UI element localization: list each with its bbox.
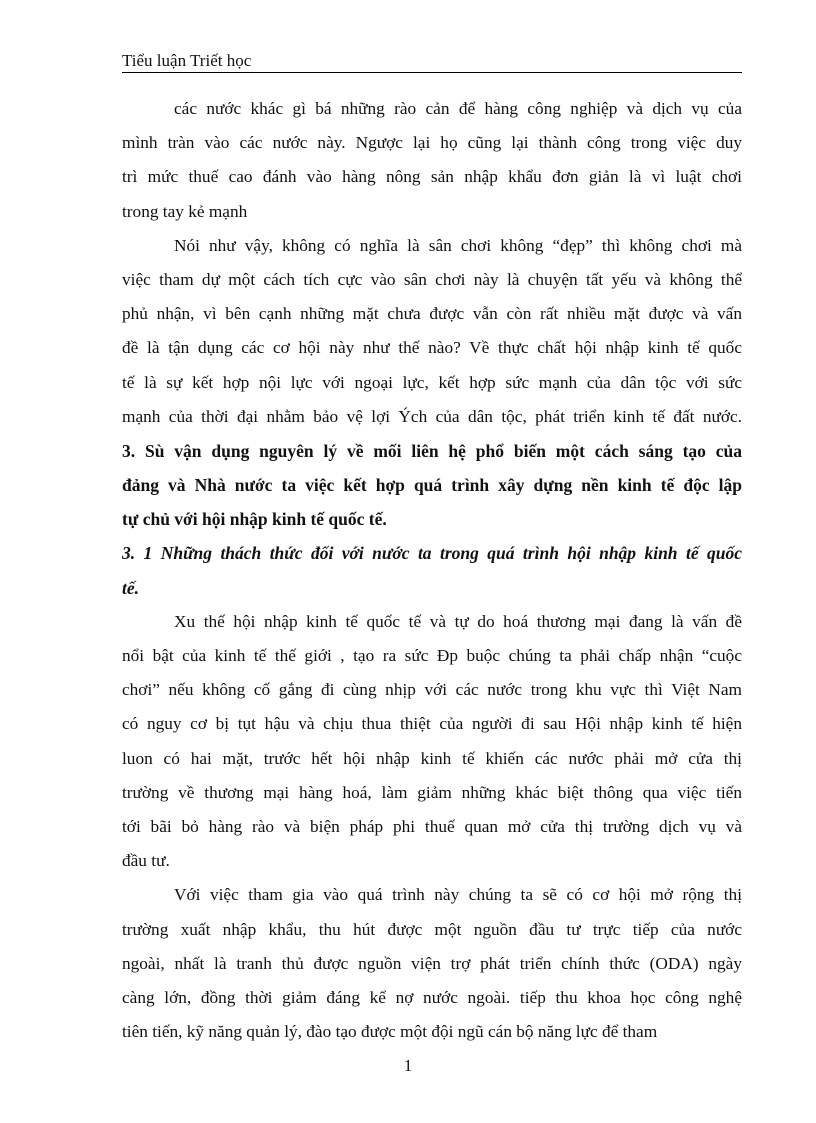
text-line: trường xuất nhập khẩu, thu hút được một nguồn đầu tư trực tiếp của nước (122, 919, 742, 939)
text-line: mạnh của thời đại nhằm bảo vệ lợi Ých của dân tộc, phát triển kinh tế đất nước. (122, 406, 742, 426)
text-line: luon có hai mặt, trước hết hội nhập kinh tế khiến các nước phải mở cửa thị (122, 748, 742, 768)
page-header (122, 50, 742, 73)
text-line: nổi bật của kinh tế thế giới , tạo ra sức Ðp buộc chúng ta phải chấp nhận “cuộc (122, 646, 742, 665)
text-line: trì mức thuế cao đánh vào hàng nông sản nhập khẩu đơn giản là vì luật chơi (122, 167, 742, 187)
text-line: chơi” nếu không cố gắng đi cùng nhịp với các nước trong khu vực thì Việt Nam (122, 680, 742, 700)
subsection-heading-3-1 (122, 536, 742, 604)
text-line: trường về thương mại hàng hoá, làm giảm những khác biệt thông qua việc tiến (122, 782, 742, 802)
text-line: đầu tư. (122, 851, 170, 871)
text-line: tế là sự kết hợp nội lực với ngoại lực, kết hợp sức mạnh của dân tộc với sức (122, 372, 742, 392)
text-line: càng lớn, đồng thời giảm đáng kể nợ nước ngoài. tiếp thu khoa học công nghệ (122, 987, 742, 1007)
paragraph-1 (122, 92, 742, 229)
text-line: tiên tiến, kỹ năng quản lý, đào tạo được một đội ngũ cán bộ năng lực để tham (122, 1022, 658, 1042)
section-heading-3 (122, 434, 742, 537)
text-line: việc tham dự một cách tích cực vào sân chơi này là chuyện tất yếu và không thể (122, 269, 742, 289)
paragraph-2 (122, 229, 742, 434)
page-number: 1 (403, 1056, 413, 1075)
text-line: mình tràn vào các nước này. Ngược lại họ cũng lại thành công trong việc duy (122, 133, 742, 153)
document-body (122, 92, 742, 1049)
text-line: Nói như vậy, không có nghĩa là sân chơi không “đẹp” thì không chơi mà (174, 235, 742, 255)
text-line: có nguy cơ bị tụt hậu và chịu thua thiệt của người đi sau Hội nhập kinh tế hiện (122, 714, 742, 734)
text-line: tới bãi bỏ hàng rào và biện pháp phi thuế quan mở cửa thị trường dịch vụ và (122, 816, 742, 836)
heading-line: 3. Sù vận dụng nguyên lý về mối liên hệ phổ biến một cách sáng tạo của (122, 440, 742, 461)
text-line: đề là tận dụng các cơ hội này như thế nào? Về thực chất hội nhập kinh tế quốc (122, 338, 742, 358)
heading-line: tự chủ với hội nhập kinh tế quốc tế. (122, 509, 387, 530)
heading-line: 3. 1 Những thách thức đối với nước ta trong quá trình hội nhập kinh tế quốc (122, 543, 742, 564)
text-line: trong tay kẻ mạnh (122, 201, 248, 221)
text-line: các nước khác gì bá những rào cản để hàng công nghiệp và dịch vụ của (174, 99, 742, 118)
text-line: Với việc tham gia vào quá trình này chúng ta sẽ có cơ hội mở rộng thị (174, 885, 742, 905)
heading-line: đảng và Nhà nước ta việc kết hợp quá trình xây dựng nền kinh tế độc lập (122, 475, 742, 496)
paragraph-3 (122, 605, 742, 879)
text-line: ngoài, nhất là tranh thủ được nguồn viện trợ phát triển chính thức (ODA) ngày (122, 953, 742, 973)
text-line: phủ nhận, vì bên cạnh những mặt chưa được vẫn còn rất nhiều mặt được và vấn (122, 304, 742, 324)
text-line: Xu thế hội nhập kinh tế quốc tế và tự do hoá thương mại đang là vấn đề (174, 611, 742, 631)
heading-line: tế. (122, 577, 140, 598)
header-title: Tiểu luận Triết học (122, 51, 252, 70)
paragraph-4 (122, 878, 742, 1049)
